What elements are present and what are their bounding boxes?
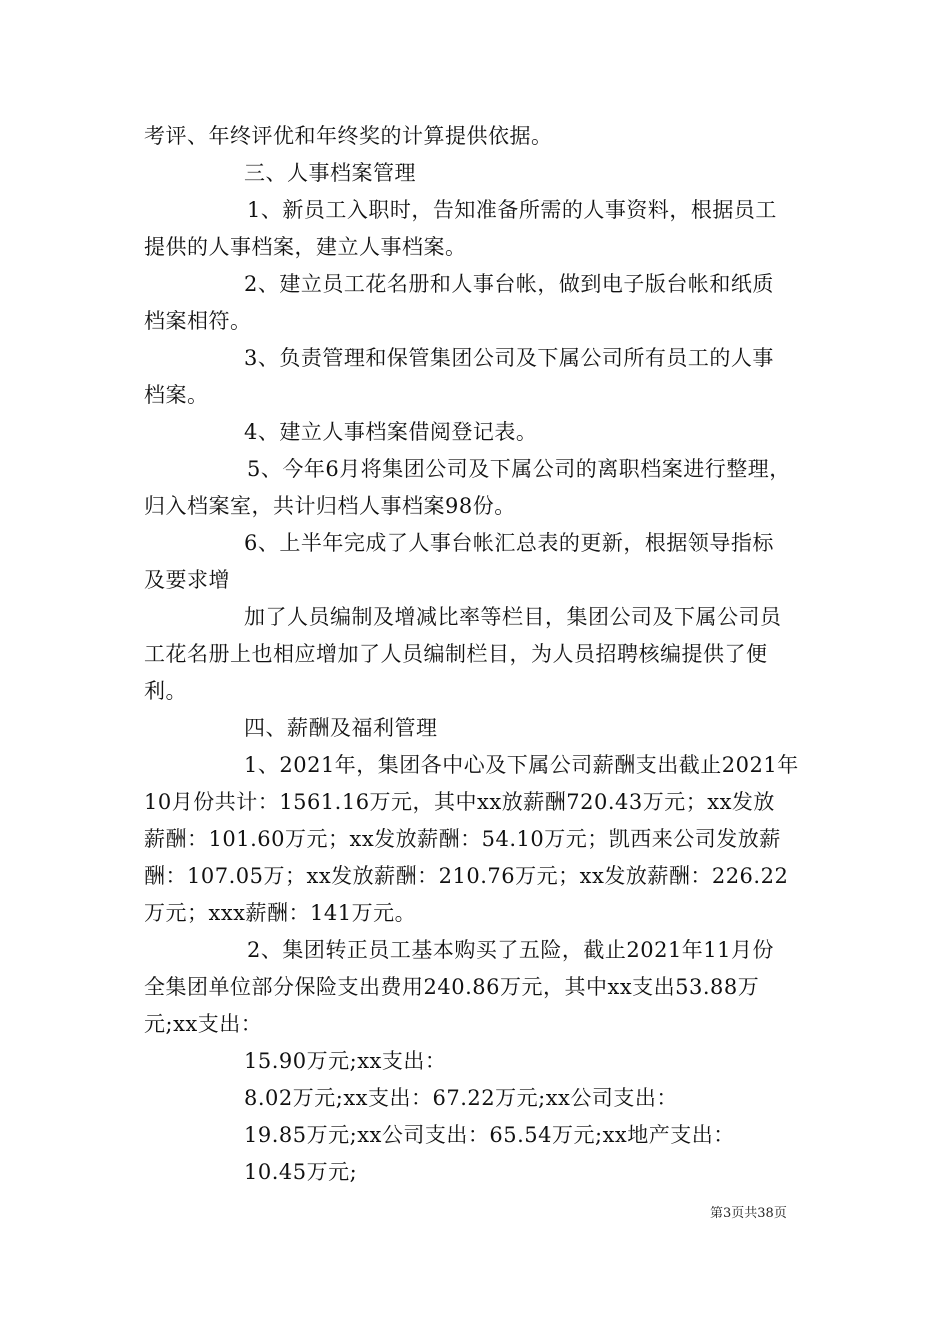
list-item: 2、集团转正员工基本购买了五险，截止2021年11月份 <box>247 938 775 962</box>
body-line: 8.02万元;xx支出：67.22万元;xx公司支出： <box>244 1086 678 1110</box>
list-item: 5、今年6月将集团公司及下属公司的离职档案进行整理， <box>247 457 791 481</box>
list-item: 3、负责管理和保管集团公司及下属公司所有员工的人事 <box>244 346 774 370</box>
body-line: 15.90万元;xx支出： <box>244 1049 447 1073</box>
body-line: 酬：107.05万；xx发放薪酬：210.76万元；xx发放薪酬：226.22 <box>144 864 789 888</box>
body-line: 档案相符。 <box>144 309 252 333</box>
list-item: 1、新员工入职时，告知准备所需的人事资料，根据员工 <box>247 198 777 222</box>
body-line: 及要求增 <box>144 568 230 592</box>
body-line: 元;xx支出： <box>144 1012 263 1036</box>
body-line: 全集团单位部分保险支出费用240.86万元，其中xx支出53.88万 <box>144 975 760 999</box>
body-line: 加了人员编制及增减比率等栏目，集团公司及下属公司员 <box>244 605 782 629</box>
body-line: 归入档案室，共计归档人事档案98份。 <box>144 494 516 518</box>
body-line: 利。 <box>144 679 187 703</box>
body-line: 薪酬：101.60万元；xx发放薪酬：54.10万元；凯西来公司发放薪 <box>144 827 781 851</box>
list-item: 6、上半年完成了人事台帐汇总表的更新，根据领导指标 <box>244 531 774 555</box>
body-line: 档案。 <box>144 383 209 407</box>
body-line: 考评、年终评优和年终奖的计算提供依据。 <box>144 124 553 148</box>
section-heading: 三、人事档案管理 <box>244 161 416 185</box>
body-line: 万元；xxx薪酬：141万元。 <box>144 901 417 925</box>
page-number: 第3页共38页 <box>710 1206 787 1221</box>
section-heading: 四、薪酬及福利管理 <box>244 716 438 740</box>
body-line: 提供的人事档案，建立人事档案。 <box>144 235 467 259</box>
list-item: 2、建立员工花名册和人事台帐，做到电子版台帐和纸质 <box>244 272 774 296</box>
list-item: 4、建立人事档案借阅登记表。 <box>244 420 538 444</box>
body-line: 10.45万元; <box>244 1160 358 1184</box>
body-line: 10月份共计：1561.16万元，其中xx放薪酬720.43万元；xx发放 <box>144 790 775 814</box>
body-line: 工花名册上也相应增加了人员编制栏目，为人员招聘核编提供了便 <box>144 642 768 666</box>
body-line: 19.85万元;xx公司支出：65.54万元;xx地产支出： <box>244 1123 735 1147</box>
document-body <box>144 118 809 1191</box>
list-item: 1、2021年，集团各中心及下属公司薪酬支出截止2021年 <box>244 753 799 777</box>
